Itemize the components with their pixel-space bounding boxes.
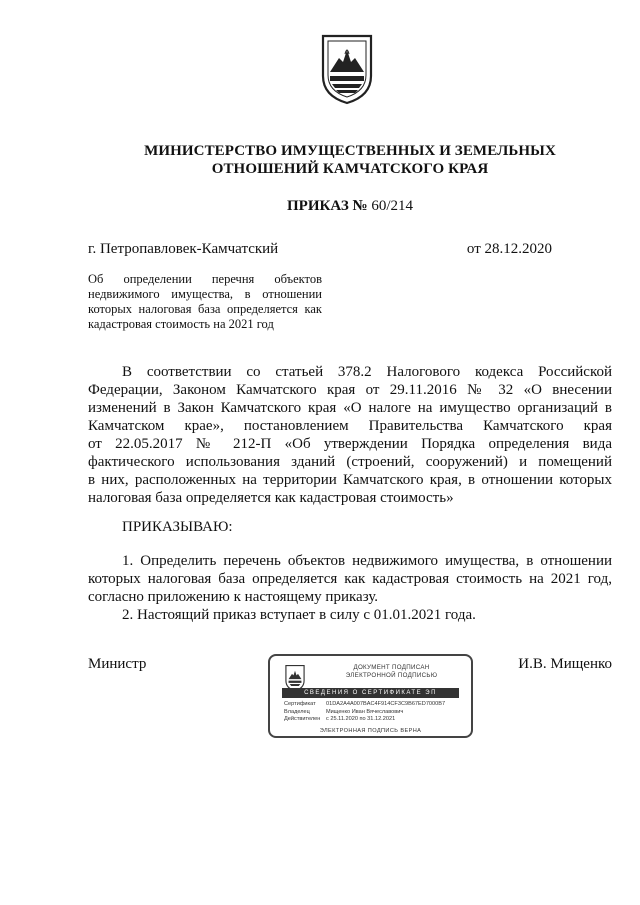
e-signature-stamp: [268, 654, 473, 738]
preamble-line: фактического использования зданий (строений, сооружений) и помещений: [88, 454, 612, 470]
signer-name: И.В. Мищенко: [518, 656, 612, 672]
item-line: которых налоговая база определяется как кадастровая стоимость на 2021 год,: [88, 571, 612, 587]
preamble-line: Камчатском крае», постановлением Правительства Камчатского края: [88, 418, 612, 434]
stamp-note: ЭЛЕКТРОННАЯ ПОДПИСЬ ВЕРНА: [319, 728, 422, 734]
order-word: ПРИКАЗЫВАЮ:: [122, 519, 233, 535]
stamp-row: [284, 716, 445, 724]
stamp-row-key: Действителен: [284, 716, 321, 722]
preamble-line: Федерации, Законом Камчатского края от 29.11.2016 № 32 «О внесении: [88, 382, 612, 398]
ministry-title-line1: МИНИСТЕРСТВО ИМУЩЕСТВЕННЫХ И ЗЕМЕЛЬНЫХ: [144, 143, 556, 159]
item-line: 1. Определить перечень объектов недвижимого имущества, в отношении: [122, 553, 612, 569]
order-items: [88, 552, 612, 624]
stamp-details: [284, 701, 445, 724]
ministry-title-line2: ОТНОШЕНИЙ КАМЧАТСКОГО КРАЯ: [211, 161, 489, 177]
item-line: согласно приложению к настоящему приказу.: [88, 589, 379, 605]
kamchatka-emblem-icon: [319, 32, 375, 106]
subject-line: кадастровая стоимость на 2021 год: [88, 317, 274, 331]
preamble-line: от 22.05.2017 № 212-П «Об утверждении Порядка определения вида: [88, 436, 612, 452]
city: г. Петропавловек-Камчатский: [88, 241, 279, 257]
item-line: 2. Настоящий приказ вступает в силу с 01.01.2021 года.: [122, 607, 476, 623]
stamp-row-value: 01DA2A4A007BAC4F914CF3C9B67ED7000B7: [326, 701, 446, 707]
order-number: 60/214: [371, 198, 413, 214]
stamp-title-line2: ЭЛЕКТРОННОЙ ПОДПИСЬЮ: [345, 672, 438, 679]
preamble: [88, 363, 612, 507]
stamp-row-value: Мищенко Иван Вячеславович: [326, 708, 404, 715]
stamp-title: [318, 664, 465, 680]
stamp-row: [284, 701, 445, 709]
signer-position: Министр: [88, 656, 147, 672]
stamp-row-key: Сертификат: [284, 701, 316, 707]
subject-line: Об определении перечня объектов: [88, 272, 322, 286]
ministry-title: [110, 142, 590, 178]
stamp-row-key: Владелец: [284, 708, 310, 715]
stamp-row: [284, 709, 445, 717]
preamble-line: налоговая база определяется как кадастровая стоимость»: [88, 490, 454, 506]
stamp-band: СВЕДЕНИЯ О СЕРТИФИКАТЕ ЭП: [282, 688, 459, 698]
preamble-line: изменений в Закон Камчатского края «О налоге на имущество организаций в: [88, 400, 612, 416]
stamp-row-value: с 25.11.2020 по 31.12.2021: [326, 716, 396, 722]
order-title: [110, 197, 590, 215]
stamp-title-line1: ДОКУМЕНТ ПОДПИСАН: [353, 664, 430, 671]
preamble-line: В соответствии со статьей 378.2 Налогового кодекса Российской: [122, 364, 612, 380]
order-label: ПРИКАЗ №: [287, 198, 368, 214]
order-date: от 28.12.2020: [466, 241, 552, 257]
subject-line: недвижимого имущества, в отношении: [88, 287, 322, 301]
preamble-line: в них, расположенных на территории Камчатского края, в отношении которых: [88, 472, 612, 488]
order-subject: [88, 272, 322, 332]
subject-line: которых налоговая база определяется как: [88, 302, 322, 316]
